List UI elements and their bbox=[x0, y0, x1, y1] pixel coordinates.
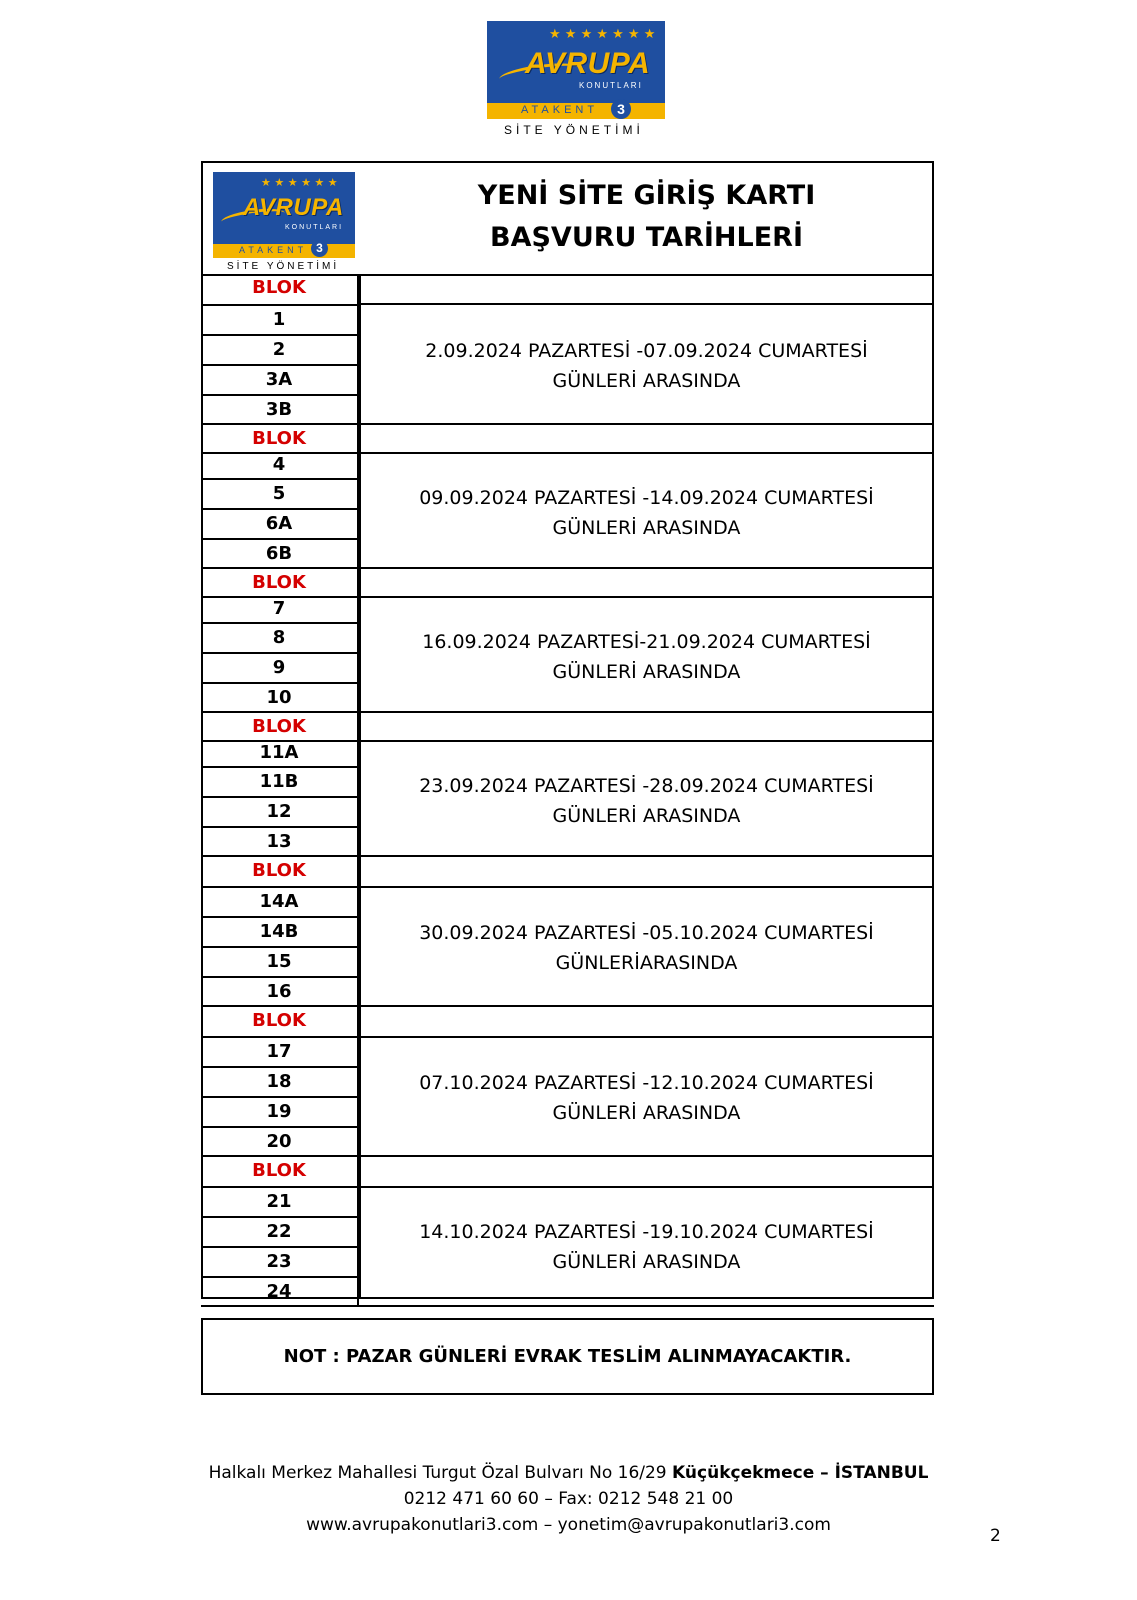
note-box: NOT : PAZAR GÜNLERİ EVRAK TESLİM ALINMAYACAKTIR. bbox=[201, 1318, 934, 1395]
block-cell: 5 bbox=[201, 478, 359, 508]
date-range-suffix: GÜNLERİARASINDA bbox=[555, 952, 738, 974]
group-top-line bbox=[360, 303, 934, 305]
block-cell: 7 bbox=[201, 596, 359, 622]
logo-number: 3 bbox=[311, 240, 328, 257]
block-cell: 6A bbox=[201, 508, 359, 538]
logo-sub: KONUTLARI bbox=[579, 81, 643, 90]
block-cell: 19 bbox=[201, 1096, 359, 1126]
stars-icon: ★ ★ ★ ★ ★ ★ bbox=[261, 176, 338, 189]
block-cell: 14A bbox=[201, 886, 359, 916]
date-range-suffix: GÜNLERİ ARASINDA bbox=[552, 370, 741, 392]
footer-web: www.avrupakonutlari3.com – yonetim@avrupakonutlari3.com bbox=[306, 1515, 831, 1535]
block-cell: 8 bbox=[201, 622, 359, 652]
header-logo bbox=[213, 172, 355, 258]
block-cell: 16 bbox=[201, 976, 359, 1006]
block-cell: 11A bbox=[201, 740, 359, 766]
block-cell: 22 bbox=[201, 1216, 359, 1246]
logo-band bbox=[213, 244, 355, 258]
date-range bbox=[360, 627, 933, 687]
date-range-suffix: GÜNLERİ ARASINDA bbox=[552, 661, 741, 683]
group-top-line bbox=[360, 452, 934, 454]
block-cell: 9 bbox=[201, 652, 359, 682]
blok-label: BLOK bbox=[201, 1157, 359, 1187]
date-range-text: 30.09.2024 PAZARTESİ -05.10.2024 CUMARTESİ bbox=[419, 922, 874, 944]
block-cell: 20 bbox=[201, 1126, 359, 1156]
date-range bbox=[360, 336, 933, 396]
blok-label: BLOK bbox=[201, 857, 359, 887]
logo-management-text: SİTE YÖNETİMİ bbox=[227, 261, 340, 272]
block-cell: 6B bbox=[201, 538, 359, 568]
date-range-text: 07.10.2024 PAZARTESİ -12.10.2024 CUMARTESİ bbox=[419, 1072, 874, 1094]
group-top-line bbox=[360, 740, 934, 742]
date-range bbox=[360, 1217, 933, 1277]
block-cell: 24 bbox=[201, 1276, 359, 1306]
block-cell: 17 bbox=[201, 1036, 359, 1066]
block-cell: 4 bbox=[201, 452, 359, 478]
group-top-line bbox=[360, 596, 934, 598]
group-top-line bbox=[360, 1186, 934, 1188]
block-cell: 12 bbox=[201, 796, 359, 826]
logo-number: 3 bbox=[611, 99, 631, 119]
page-number: 2 bbox=[990, 1526, 1001, 1546]
block-cell: 23 bbox=[201, 1246, 359, 1276]
block-cell: 2 bbox=[201, 334, 359, 364]
date-range bbox=[360, 1068, 933, 1128]
block-cell: 10 bbox=[201, 682, 359, 712]
block-cell: 15 bbox=[201, 946, 359, 976]
logo-band bbox=[487, 103, 665, 119]
date-range bbox=[360, 771, 933, 831]
top-logo bbox=[487, 21, 665, 119]
page-title: YENİ SİTE GİRİŞ KARTI bbox=[477, 180, 816, 211]
footer-city: Küçükçekmece – İSTANBUL bbox=[672, 1463, 929, 1483]
blok-label: BLOK bbox=[201, 713, 359, 742]
date-range-suffix: GÜNLERİ ARASINDA bbox=[552, 1102, 741, 1124]
group-top-line bbox=[360, 886, 934, 888]
footer-address: Halkalı Merkez Mahallesi Turgut Özal Bulvarı No 16/29 bbox=[208, 1463, 667, 1483]
footer-phone: 0212 471 60 60 – Fax: 0212 548 21 00 bbox=[403, 1489, 734, 1509]
date-range-text: 14.10.2024 PAZARTESİ -19.10.2024 CUMARTESİ bbox=[419, 1221, 874, 1243]
group-bottom-line bbox=[201, 1305, 934, 1307]
date-range-suffix: GÜNLERİ ARASINDA bbox=[552, 805, 741, 827]
logo-sub: KONUTLARI bbox=[285, 224, 344, 231]
logo-word: AVRUPA bbox=[525, 47, 651, 80]
block-cell: 11B bbox=[201, 766, 359, 796]
blok-label: BLOK bbox=[201, 1007, 359, 1037]
logo-management-text: SİTE YÖNETİMİ bbox=[504, 123, 644, 137]
date-range bbox=[360, 483, 933, 543]
block-cell: 21 bbox=[201, 1186, 359, 1216]
group-top-line bbox=[360, 1036, 934, 1038]
blok-label: BLOK bbox=[201, 425, 359, 454]
logo-band-text: ATAKENT bbox=[521, 104, 599, 116]
logo-word: AVRUPA bbox=[243, 194, 344, 221]
date-range bbox=[360, 918, 933, 978]
block-cell: 3A bbox=[201, 364, 359, 394]
block-cell: 13 bbox=[201, 826, 359, 856]
date-range-text: 23.09.2024 PAZARTESİ -28.09.2024 CUMARTESİ bbox=[419, 775, 874, 797]
block-cell: 1 bbox=[201, 304, 359, 334]
date-range-text: 2.09.2024 PAZARTESİ -07.09.2024 CUMARTESİ bbox=[425, 340, 868, 362]
footer-address-line bbox=[0, 1463, 1137, 1483]
stars-icon: ★ ★ ★ ★ ★ ★ ★ bbox=[549, 27, 656, 42]
date-range-text: 16.09.2024 PAZARTESİ-21.09.2024 CUMARTESİ bbox=[422, 631, 871, 653]
block-cell: 14B bbox=[201, 916, 359, 946]
blok-label: BLOK bbox=[201, 569, 359, 598]
logo-band-text: ATAKENT bbox=[239, 245, 308, 255]
block-cell: 18 bbox=[201, 1066, 359, 1096]
block-cell: 3B bbox=[201, 394, 359, 424]
date-range-text: 09.09.2024 PAZARTESİ -14.09.2024 CUMARTESİ bbox=[419, 487, 874, 509]
date-range-suffix: GÜNLERİ ARASINDA bbox=[552, 517, 741, 539]
date-range-suffix: GÜNLERİ ARASINDA bbox=[552, 1251, 741, 1273]
blok-label: BLOK bbox=[201, 274, 359, 304]
page-subtitle: BAŞVURU TARİHLERİ bbox=[490, 222, 803, 253]
